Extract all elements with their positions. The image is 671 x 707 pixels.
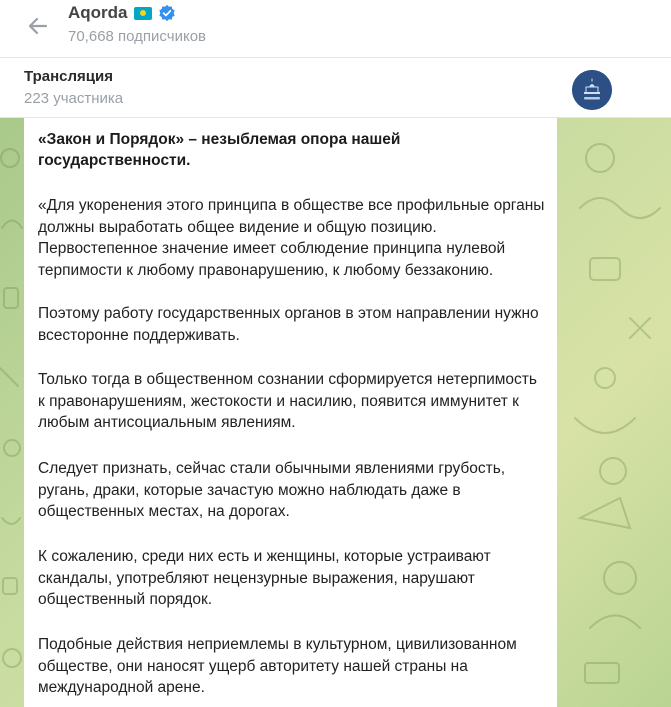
message-paragraph: Только тогда в общественном сознании сформируется нетерпимость к правонарушениям, жестокости и насилию, появится иммунитет к любым антисоциальным явлениям. (38, 371, 537, 431)
arrow-left-icon (27, 15, 49, 37)
live-participants: 223 участника (24, 90, 124, 107)
back-button[interactable] (20, 8, 56, 44)
live-stream-bar[interactable] (0, 59, 671, 118)
message-paragraph: Подобные действия неприемлемы в культурном, цивилизованном обществе, они наносят ущерб авторитету нашей страны на международной арене. (38, 636, 517, 696)
live-stream-title: Трансляция (24, 68, 113, 85)
kazakhstan-flag-icon (134, 7, 152, 20)
message-paragraph: К сожалению, среди них есть и женщины, которые устраивают скандалы, употребляют нецензурные выражения, нарушают общественный порядок. (38, 548, 491, 608)
message-paragraph: «Для укоренения этого принципа в обществе все профильные органы должны выработать общее видение и общую позицию. Первостепенное значение имеет соблюдение принципа нулевой терпимости к любому правонарушению, к любому беззаконию. (38, 197, 545, 279)
channel-name: Aqorda (68, 3, 128, 22)
subscriber-count: 70,668 подписчиков (68, 28, 207, 45)
akorda-logo-icon (572, 70, 612, 110)
verified-badge-icon (158, 4, 176, 22)
channel-avatar[interactable] (572, 70, 612, 110)
message-paragraph: Следует признать, сейчас стали обычными явлениями грубость, ругань, драки, которые зачастую можно наблюдать даже в общественных местах, на дорогах. (38, 460, 506, 520)
channel-header (0, 0, 671, 58)
message-paragraph: Поэтому работу государственных органов в этом направлении нужно всесторонне поддерживать. (38, 305, 539, 344)
channel-title-row[interactable] (68, 3, 176, 23)
message-title: «Закон и Порядок» – незыблемая опора нашей государственности. (38, 131, 401, 169)
